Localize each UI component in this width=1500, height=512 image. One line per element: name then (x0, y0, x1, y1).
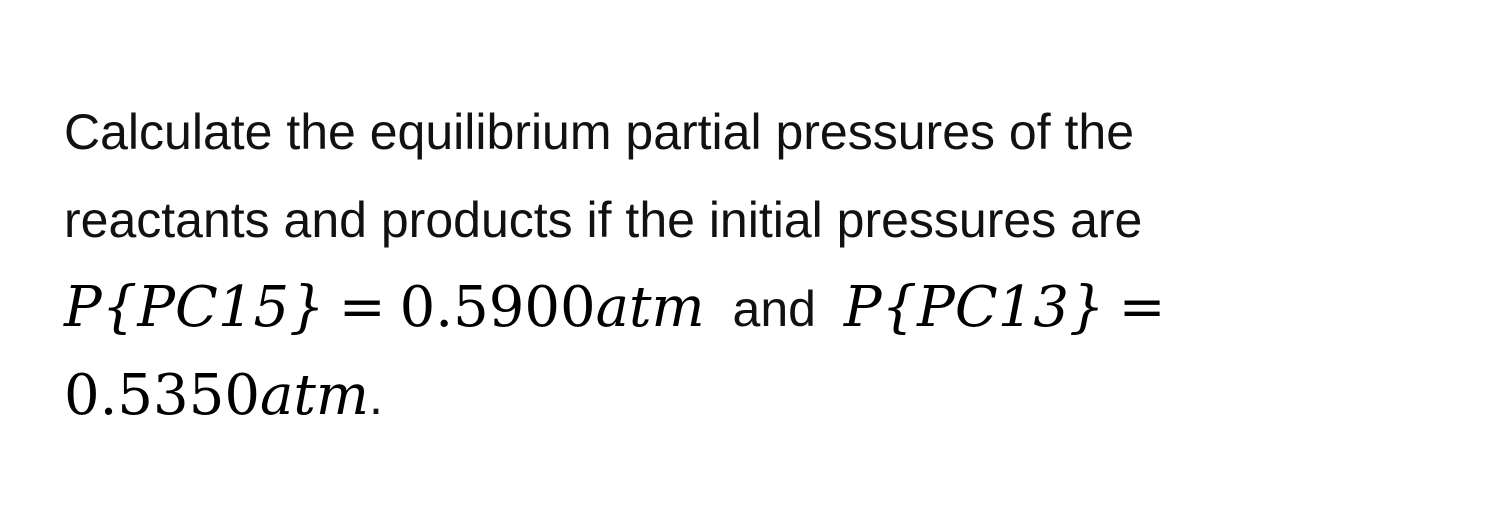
question-line-4 (64, 352, 1454, 440)
pressure-symbol: P (64, 275, 102, 340)
pcl5-value: 0.5900 (399, 275, 596, 340)
pcl5-unit: atm (595, 275, 705, 340)
question-line-3 (64, 264, 1454, 352)
question-line-2: reactants and products if the initial pressures are (64, 192, 1143, 248)
question-text (64, 88, 1454, 440)
pressure-pcl5-expression (64, 275, 705, 340)
pressure-symbol: P (843, 275, 882, 340)
pcl3-unit: atm (259, 363, 369, 428)
equals-sign: = (338, 275, 386, 340)
pressure-pcl3-expression-part1 (844, 275, 1180, 340)
equals-sign: = (1118, 275, 1166, 340)
pcl5-subscript: {PC15} (101, 275, 325, 340)
question-line-1: Calculate the equilibrium partial pressures of the (64, 104, 1134, 160)
pcl3-value: 0.5350 (64, 363, 260, 428)
conjunction-text: and (732, 281, 816, 337)
pressure-pcl3-expression-part2 (64, 363, 369, 428)
pcl3-subscript: {PC13} (881, 275, 1105, 340)
ending-period: . (368, 369, 383, 425)
